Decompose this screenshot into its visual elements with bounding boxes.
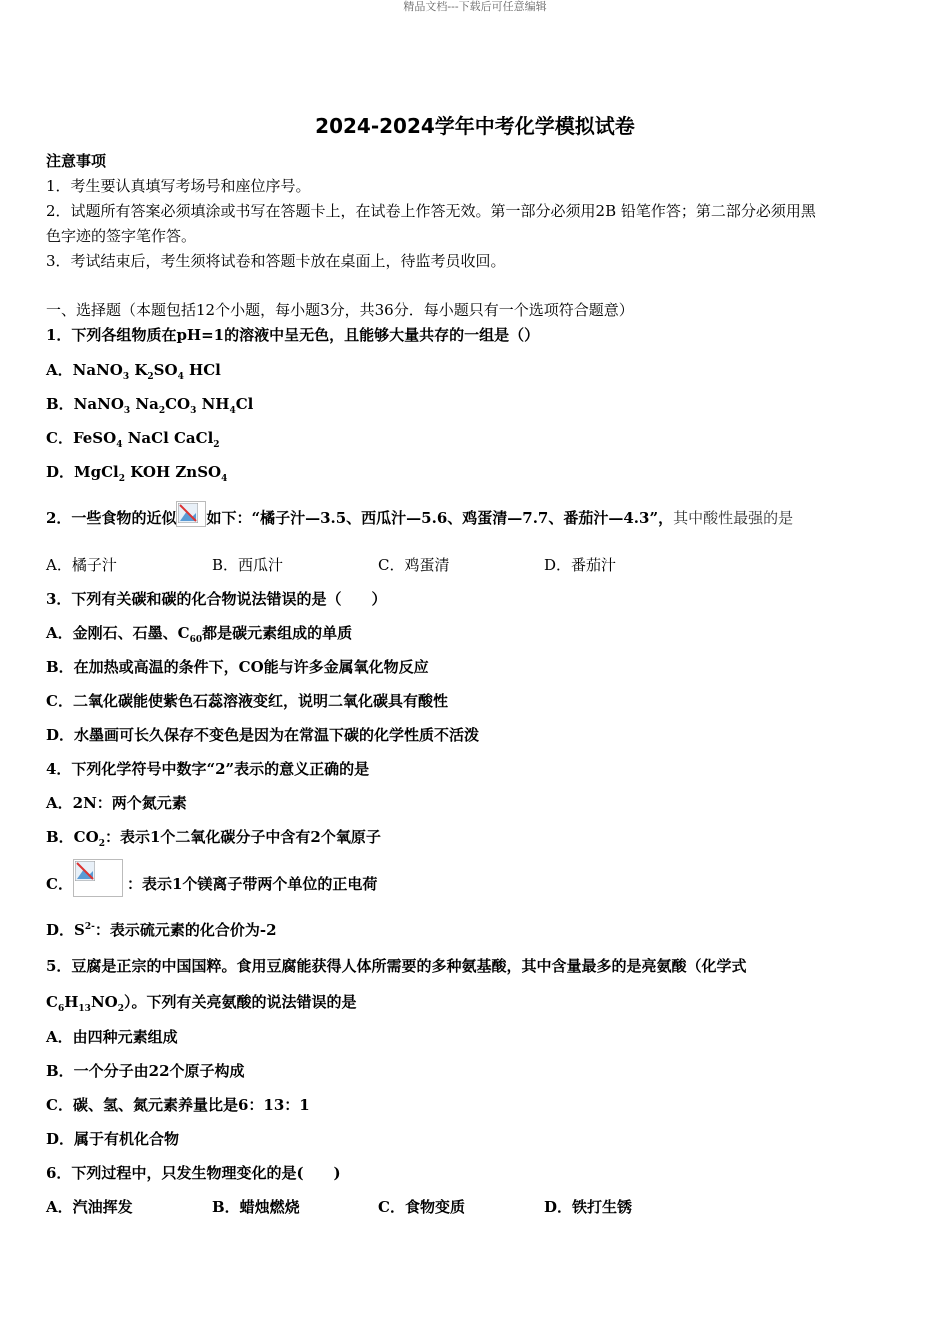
question-3-stem: 3．下列有关碳和碳的化合物说法错误的是（ ） (46, 590, 387, 608)
question-1-option-b: B．NaNO$_3$ $Na_2CO_3$ $NH_4Cl$ (46, 395, 254, 416)
question-5-option-d: D．属于有机化合物 (46, 1130, 180, 1148)
section-heading: 一、选择题（本题包括12个小题，每小题3分，共36分．每小题只有一个选项符合题意） (46, 301, 634, 319)
question-5-option-c: C．碳、氢、氮元素养量比是6：13：1 (46, 1096, 310, 1114)
question-2-option-b: B．西瓜汁 (212, 556, 284, 574)
question-3-option-c: C．二氧化碳能使紫色石蕊溶液变红，说明二氧化碳具有酸性 (46, 692, 448, 710)
question-4-option-a: A．2N：两个氮元素 (46, 794, 187, 812)
question-1-option-a: A．NaNO$_3$ $K_2SO_4$ HCl (46, 361, 221, 382)
question-6-option-c: C．食物变质 (378, 1198, 465, 1216)
question-6-option-b: B．蜡烛燃烧 (212, 1198, 300, 1216)
question-6-option-a: A．汽油挥发 (46, 1198, 133, 1216)
question-5-option-b: B．一个分子由22个原子构成 (46, 1062, 245, 1080)
notice-item-3: 3．考试结束后，考生须将试卷和答题卡放在桌面上，待监考员收回。 (46, 252, 506, 270)
notice-item-2-cont: 色字迹的签字笔作答。 (46, 227, 197, 245)
question-2-stem: 2．一些食物的近似 如下：“橘子汁—3.5、西瓜汁—5.6、鸡蛋清—7.7、番茄汁—4.3”，其中酸性最强的是 (46, 507, 793, 529)
question-1-option-d: D．MgCl$_2$ KOH ZnSO$_4$ (46, 463, 228, 484)
question-5-option-a: A．由四种元素组成 (46, 1028, 178, 1046)
question-4-option-c: C． ：表示1个镁离子带两个单位的正电荷 (46, 873, 377, 897)
notice-heading: 注意事项 (46, 152, 107, 170)
question-3-option-a: A．金刚石、石墨、$C_{60}$都是碳元素组成的单质 (46, 624, 353, 645)
question-4-stem: 4．下列化学符号中数字“2”表示的意义正确的是 (46, 760, 370, 778)
question-3-option-b: B．在加热或高温的条件下，CO能与许多金属氧化物反应 (46, 658, 429, 676)
page-header: 精品文档---下载后可任意编辑 (403, 0, 547, 13)
question-6-stem: 6．下列过程中，只发生物理变化的是( ) (46, 1164, 341, 1182)
question-2-option-a: A．橘子汁 (46, 556, 117, 574)
question-1-stem: 1．下列各组物质在pH=1的溶液中呈无色，且能够大量共存的一组是（） (46, 326, 540, 344)
question-1-option-c: C．FeSO$_4$ NaCl CaCl$_2$ (46, 429, 220, 450)
question-4-option-b: B．$CO_2$：表示1个二氧化碳分子中含有2个氧原子 (46, 828, 381, 849)
question-5-stem-line-1: 5．豆腐是正宗的中国国粹。食用豆腐能获得人体所需要的多种氨基酸，其中含量最多的是亮氨酸（化学式 (46, 957, 747, 975)
broken-image-icon (176, 501, 206, 527)
notice-item-2: 2．试题所有答案必须填涂或书写在答题卡上，在试卷上作答无效。第一部分必须用2B 铅笔作答；第二部分必须用黑 (46, 202, 816, 220)
question-6-option-d: D．铁打生锈 (544, 1198, 633, 1216)
question-2-option-c: C．鸡蛋清 (378, 556, 450, 574)
question-2-options (46, 554, 710, 576)
question-2-option-d: D．番茄汁 (544, 556, 617, 574)
question-6-options (46, 1196, 710, 1218)
question-4-option-d: D．$S^{2-}$：表示硫元素的化合价为-2 (46, 921, 277, 939)
broken-image-icon (73, 859, 123, 897)
question-3-option-d: D．水墨画可长久保存不变色是因为在常温下碳的化学性质不活泼 (46, 726, 480, 744)
notice-item-1: 1．考生要认真填写考场号和座位序号。 (46, 177, 311, 195)
page-title: 2024-2024学年中考化学模拟试卷 (315, 114, 635, 138)
question-5-stem-line-2: $C_6H_{13}NO_2$）。下列有关亮氨酸的说法错误的是 (46, 993, 357, 1014)
